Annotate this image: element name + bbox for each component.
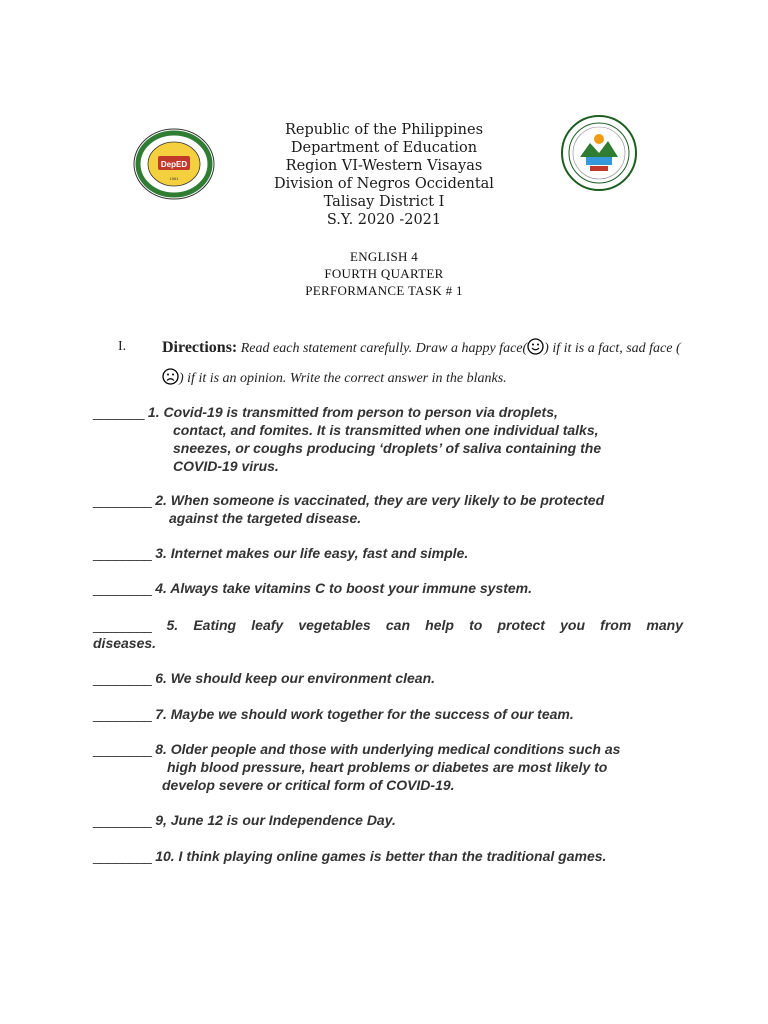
- list-item: [93, 616, 683, 634]
- item-text: Always take vitamins C to boost your immune system.: [170, 580, 533, 596]
- header-line: Division of Negros Occidental: [274, 176, 494, 192]
- header-line: Talisay District I: [323, 194, 445, 210]
- answer-blank[interactable]: ________: [93, 670, 152, 686]
- subject-title: ENGLISH 4: [349, 249, 419, 264]
- item-text: Eating leafy vegetables can help to protect you from many: [193, 617, 684, 633]
- answer-blank[interactable]: ________: [93, 617, 152, 633]
- item-number: 4.: [155, 580, 167, 596]
- list-item: [93, 847, 683, 865]
- happy-face-icon: [527, 337, 544, 354]
- item-text: develop severe or critical form of COVID-19.: [162, 777, 455, 793]
- header-line: Republic of the Philippines: [284, 122, 484, 138]
- list-item: [93, 403, 683, 475]
- item-text: diseases.: [93, 635, 157, 651]
- answer-blank[interactable]: ________: [93, 580, 152, 596]
- item-number: 8.: [155, 741, 167, 757]
- item-number: 2.: [155, 492, 167, 508]
- item-number: 9,: [155, 812, 167, 828]
- answer-blank[interactable]: ________: [93, 812, 152, 828]
- school-header: [0, 121, 768, 229]
- item-text: Maybe we should work together for the success of our team.: [170, 706, 574, 722]
- task-title: PERFORMANCE TASK # 1: [305, 283, 463, 298]
- list-item: [93, 544, 683, 562]
- svg-text:DepED: DepED: [160, 160, 188, 169]
- directions-block: [162, 333, 682, 394]
- item-text: contact, and fomites. It is transmitted when one individual talks,: [173, 422, 599, 438]
- item-text: We should keep our environment clean.: [170, 670, 436, 686]
- item-text: sneezes, or coughs producing ‘droplets’ of saliva containing the: [173, 440, 602, 456]
- quarter-title: FOURTH QUARTER: [324, 266, 444, 281]
- item-text: against the targeted disease.: [169, 510, 362, 526]
- answer-blank[interactable]: _______: [93, 404, 145, 420]
- answer-blank[interactable]: ________: [93, 545, 152, 561]
- list-item: [93, 705, 683, 723]
- item-number: 1.: [147, 404, 160, 420]
- list-item-continuation: [93, 634, 683, 652]
- item-number: 5.: [166, 617, 179, 633]
- item-text: When someone is vaccinated, they are very likely to be protected: [170, 492, 605, 508]
- item-text: COVID-19 virus.: [173, 458, 279, 474]
- item-text: Older people and those with underlying medical conditions such as: [170, 741, 621, 757]
- answer-blank[interactable]: ________: [93, 492, 152, 508]
- item-number: 3.: [155, 545, 167, 561]
- item-text: Covid-19 is transmitted from person to person via droplets,: [163, 404, 558, 420]
- task-heading: [0, 248, 768, 299]
- directions-text-3: ) if it is an opinion. Write the correct answer in the blanks.: [179, 371, 507, 386]
- list-item: [93, 491, 683, 527]
- item-number: 10.: [155, 848, 175, 864]
- directions-text-1: Read each statement carefully. Draw a happy face(: [240, 341, 528, 356]
- answer-blank[interactable]: ________: [93, 706, 152, 722]
- item-text: high blood pressure, heart problems or diabetes are most likely to: [167, 759, 608, 775]
- item-text: I think playing online games is better than the traditional games.: [178, 848, 607, 864]
- item-number: 7.: [155, 706, 167, 722]
- directions-text-2: ) if it is a fact, sad face (: [544, 341, 681, 356]
- sad-face-icon: [162, 367, 179, 384]
- header-line: Department of Education: [290, 140, 478, 156]
- item-text: Internet makes our life easy, fast and simple.: [170, 545, 469, 561]
- directions-label: Directions:: [162, 339, 238, 356]
- list-item: [93, 579, 683, 597]
- list-item: [93, 669, 683, 687]
- header-line: Region VI-Western Visayas: [285, 158, 483, 174]
- item-number: 6.: [155, 670, 167, 686]
- list-item: [93, 740, 683, 794]
- item-text: June 12 is our Independence Day.: [170, 812, 396, 828]
- list-item: [93, 811, 683, 829]
- section-numeral: I.: [118, 339, 127, 354]
- answer-blank[interactable]: ________: [93, 848, 152, 864]
- header-line: S.Y. 2020 -2021: [326, 212, 442, 228]
- svg-text:1961: 1961: [169, 176, 179, 181]
- answer-blank[interactable]: ________: [93, 741, 152, 757]
